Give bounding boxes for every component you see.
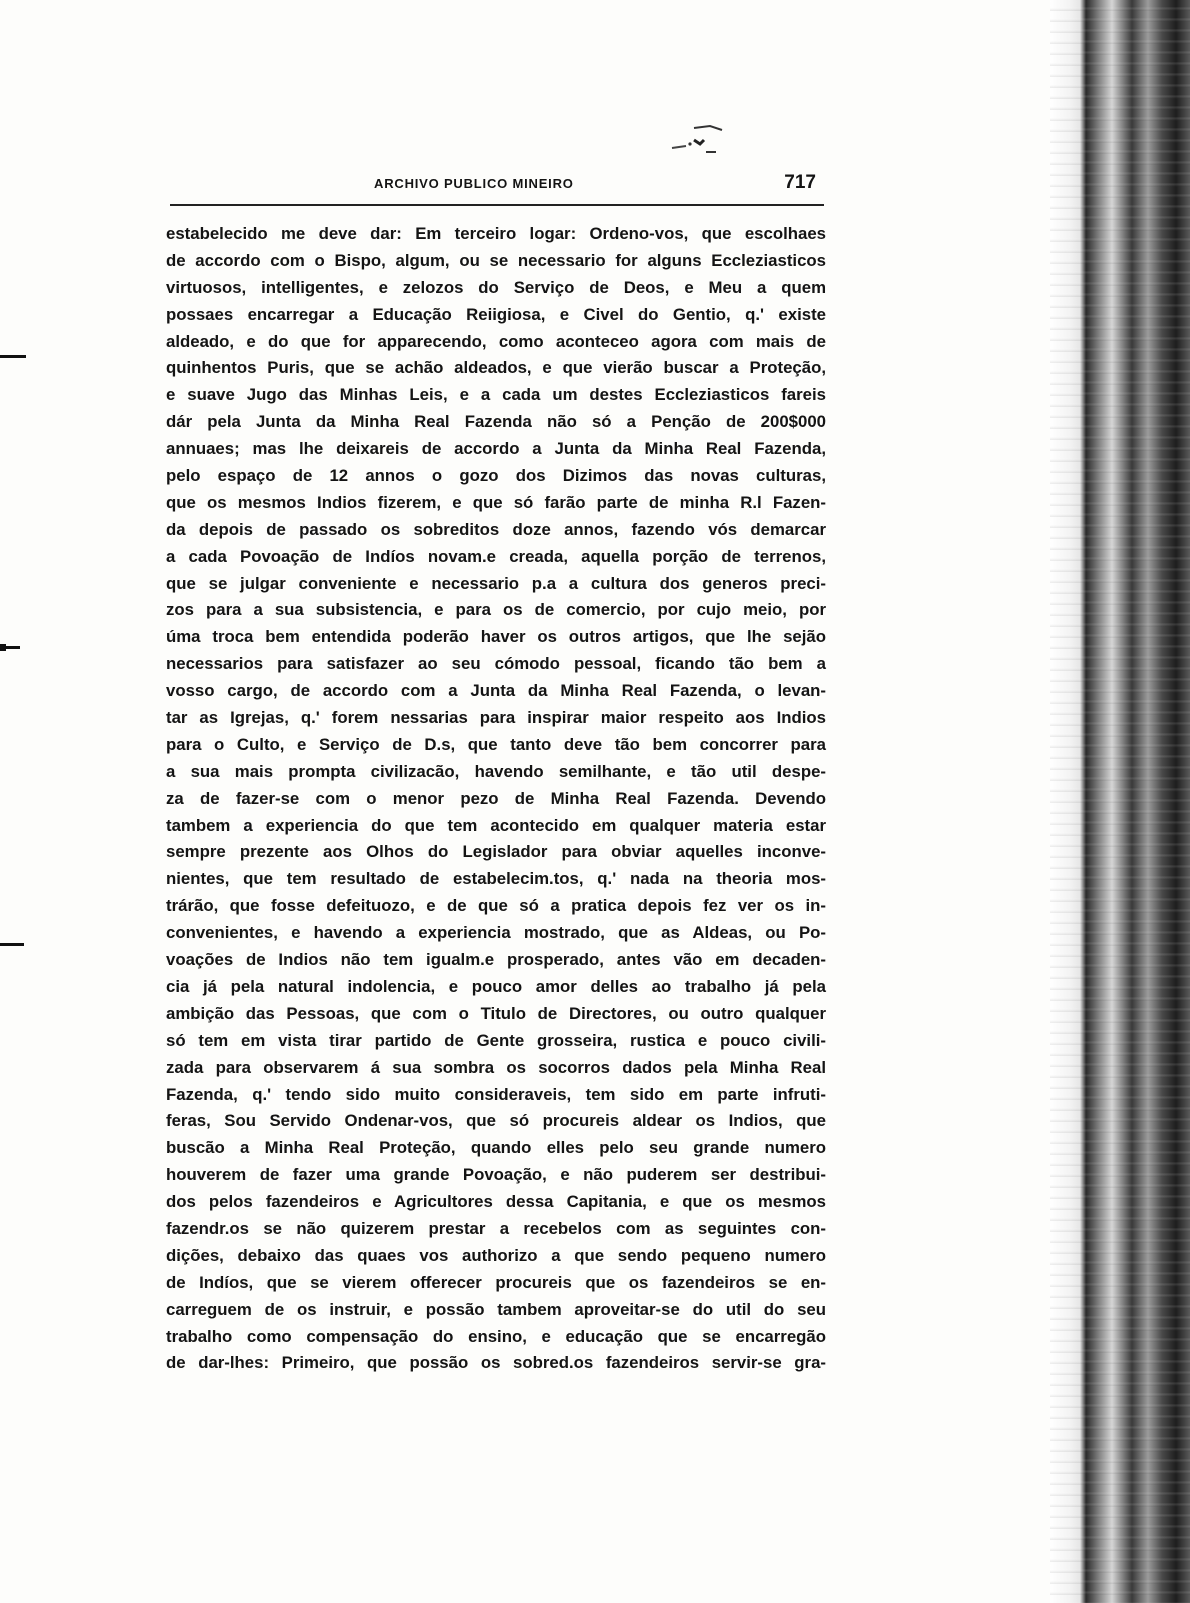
text-line: trárão, que fosse defeituozo, e de que só a pratica depois fez ver os in- bbox=[166, 896, 826, 916]
text-line: cia já pela natural indolencia, e pouco amor delles ao trabalho já pela bbox=[166, 976, 826, 996]
text-line: Fazenda, q.' tendo sido muito consideraveis, tem sido em parte infruti- bbox=[166, 1084, 826, 1104]
text-line: a cada Povoação de Indíos novam.e creada, aquella porção de terrenos, bbox=[166, 546, 826, 566]
text-line: dos pelos fazendeiros e Agricultores dessa Capitania, e que os mesmos bbox=[166, 1192, 826, 1212]
text-line: possaes encarregar a Educação Reiigiosa, e Civel do Gentio, q.' existe bbox=[166, 304, 826, 324]
text-line: estabelecido me deve dar: Em terceiro logar: Ordeno-vos, que escolhaes bbox=[166, 224, 826, 243]
header-rule bbox=[170, 204, 824, 206]
text-line: que os mesmos Indios fizerem, e que só farão parte de minha R.l Fazen- bbox=[166, 492, 826, 512]
text-line: de dar-lhes: Primeiro, que possão os sobred.os fazendeiros servir-se gra- bbox=[166, 1353, 826, 1373]
text-line: annuaes; mas lhe deixareis de accordo a Junta da Minha Real Fazenda, bbox=[166, 439, 826, 459]
text-line: necessarios para satisfazer ao seu cómodo pessoal, ficando tão bem a bbox=[166, 654, 826, 674]
text-line: só tem em vista tirar partido de Gente grosseira, rustica e pouco civili- bbox=[166, 1030, 826, 1050]
text-line: sempre prezente aos Olhos do Legislador para obviar aquelles inconve- bbox=[166, 842, 826, 862]
text-line: zada para observarem á sua sombra os socorros dados pela Minha Real bbox=[166, 1057, 826, 1077]
text-line: vosso cargo, de accordo com a Junta da Minha Real Fazenda, o levan- bbox=[166, 681, 826, 701]
text-line: de accordo com o Bispo, algum, ou se necessario for alguns Eccleziasticos bbox=[166, 250, 826, 270]
text-line: aldeado, e do que for apparecendo, como aconteceo agora com mais de bbox=[166, 331, 826, 351]
text-line: e suave Jugo das Minhas Leis, e a cada um destes Eccleziasticos fareis bbox=[166, 385, 826, 405]
ink-smudge bbox=[664, 122, 728, 158]
text-line: trabalho como compensação do ensino, e educação que se encarregão bbox=[166, 1326, 826, 1346]
text-line: dár pela Junta da Minha Real Fazenda não só a Penção de 200$000 bbox=[166, 412, 826, 432]
text-line: virtuosos, intelligentes, e zelozos do Serviço de Deos, e Meu a quem bbox=[166, 277, 826, 297]
text-line: úma troca bem entendida poderão haver os outros artigos, que lhe sejão bbox=[166, 627, 826, 647]
text-line: nientes, que tem resultado de estabelecim.tos, q.' nada na theoria mos- bbox=[166, 869, 826, 889]
text-line: voações de Indios não tem igualm.e prosperado, antes vão em decaden- bbox=[166, 950, 826, 970]
text-line: para o Culto, e Serviço de D.s, que tanto deve tão bem concorrer para bbox=[166, 734, 826, 754]
text-line: zos para a sua subsistencia, e para os de comercio, por cujo meio, por bbox=[166, 600, 826, 620]
text-line: da depois de passado os sobreditos doze annos, fazendo vós demarcar bbox=[166, 519, 826, 539]
text-line: za de fazer-se com o menor pezo de Minha Real Fazenda. Devendo bbox=[166, 788, 826, 808]
text-line: de Indíos, que se vierem offerecer procureis que os fazendeiros se en- bbox=[166, 1272, 826, 1292]
binding-scan-noise bbox=[1050, 0, 1190, 1603]
text-line: dições, debaixo das quaes vos authorizo a que sendo pequeno numero bbox=[166, 1245, 826, 1265]
text-line: houverem de fazer uma grande Povoação, e não puderem ser destribui- bbox=[166, 1165, 826, 1185]
text-line: carreguem de os instruir, e possão tambem aproveitar-se do util do seu bbox=[166, 1299, 826, 1319]
page-header bbox=[166, 172, 826, 202]
text-line: feras, Sou Servido Ondenar-vos, que só procureis aldear os Indios, que bbox=[166, 1111, 826, 1131]
page-number: 717 bbox=[784, 172, 816, 193]
text-line: tambem a experiencia do que tem acontecido em qualquer materia estar bbox=[166, 815, 826, 835]
text-line: tar as Igrejas, q.' forem nessarias para inspirar maior respeito aos Indios bbox=[166, 708, 826, 728]
text-line: convenientes, e havendo a experiencia mostrado, que as Aldeas, ou Po- bbox=[166, 923, 826, 943]
margin-scan-mark bbox=[0, 355, 26, 358]
body-text bbox=[166, 221, 826, 1377]
text-line: pelo espaço de 12 annos o gozo dos Dizimos das novas culturas, bbox=[166, 466, 826, 486]
text-line: que se julgar conveniente e necessario p.a a cultura dos generos preci- bbox=[166, 573, 826, 593]
text-line: a sua mais prompta civilizacão, havendo semilhante, e tão util despe- bbox=[166, 761, 826, 781]
running-title: ARCHIVO PUBLICO MINEIRO bbox=[374, 176, 574, 191]
margin-scan-mark bbox=[0, 943, 24, 946]
text-line: buscão a Minha Real Proteção, quando elles pelo seu grande numero bbox=[166, 1138, 826, 1158]
text-line: quinhentos Puris, que se achão aldeados, e que vierão buscar a Proteção, bbox=[166, 358, 826, 378]
margin-scan-mark bbox=[0, 646, 20, 649]
text-line: fazendr.os se não quizerem prestar a recebelos com as seguintes con- bbox=[166, 1218, 826, 1238]
text-line: ambição das Pessoas, que com o Titulo de Directores, ou outro qualquer bbox=[166, 1003, 826, 1023]
